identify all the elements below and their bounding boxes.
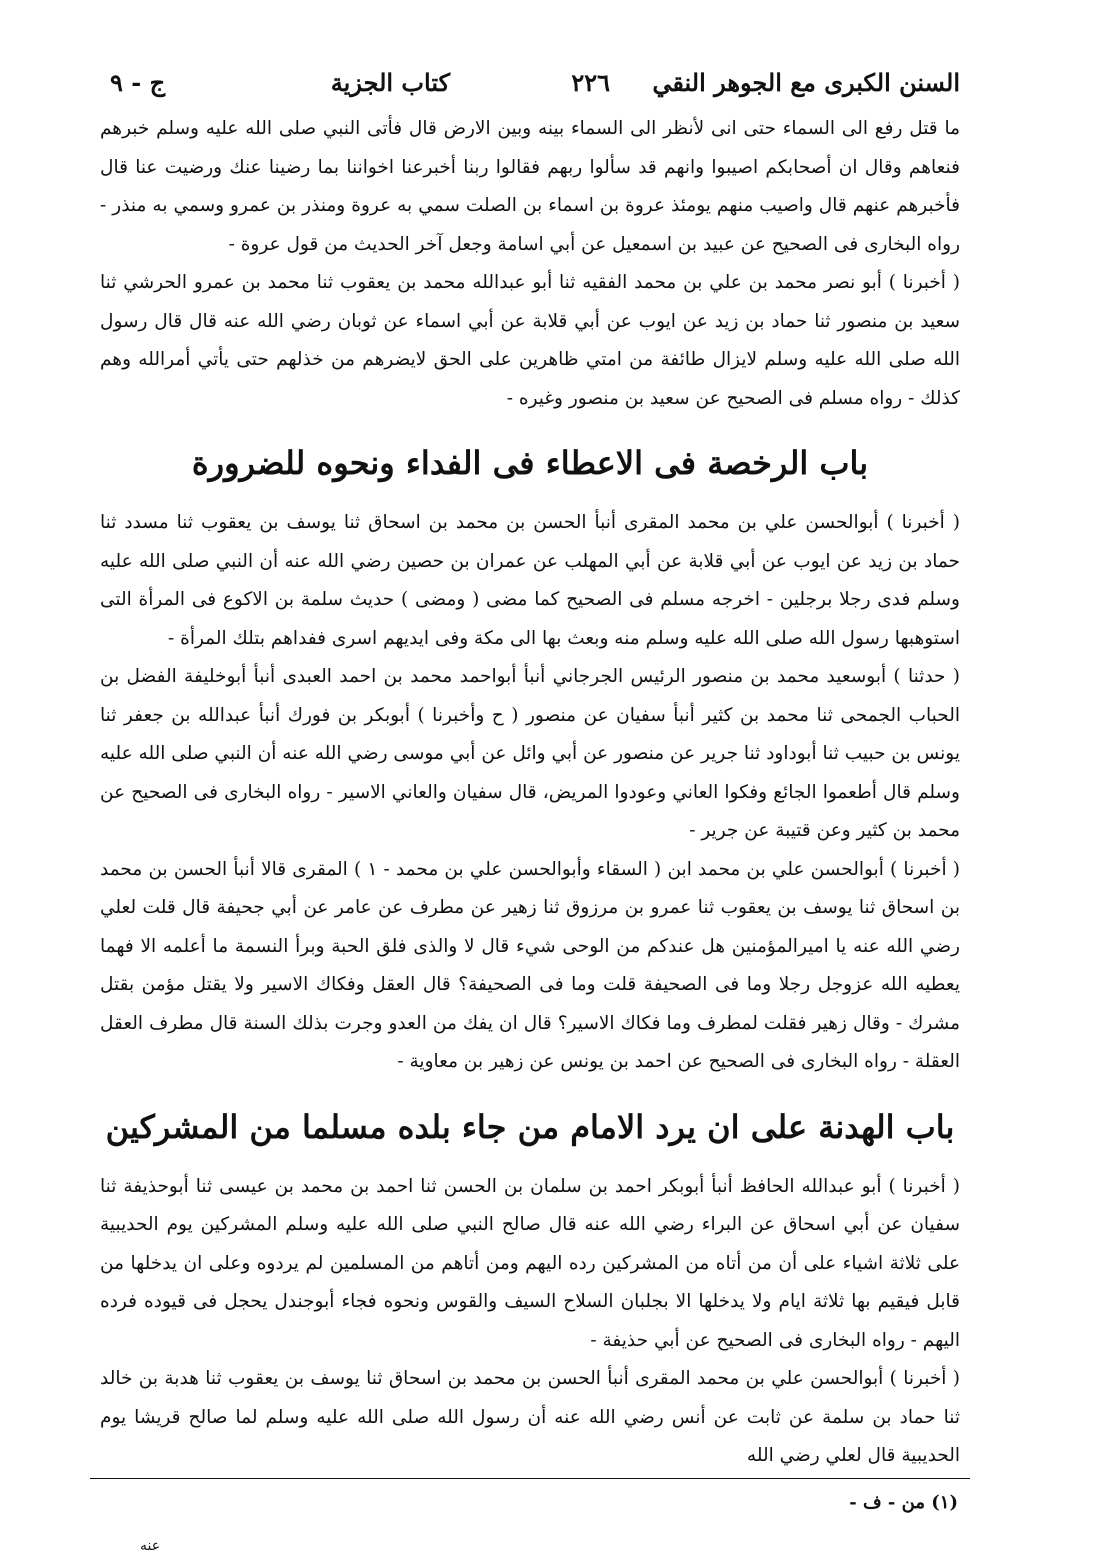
book-title: السنن الكبرى مع الجوهر النقي [652, 68, 960, 97]
paragraph: ( أخبرنا ) أبوالحسن علي بن محمد المقرى أنبأ الحسن بن محمد بن اسحاق ثنا يوسف بن يعقوب ثنا هدبة بن خالد ثنا حماد بن سلمة عن ثابت عن أنس رضي الله عنه أن رسول الله صلى الله عليه وسلم لما صالح قريشا يوم الحديبية قال لعلي رضي الله [100, 1368, 961, 1466]
catchword: عنه [140, 1538, 161, 1554]
footnote: (١) من - ف - [849, 1492, 958, 1513]
paragraph: ( أخبرنا ) أبوالحسن علي بن محمد المقرى أنبأ الحسن بن محمد بن اسحاق ثنا يوسف بن يعقوب ثنا مسدد ثنا حماد بن زيد عن ايوب عن أبي قلابة عن أبي المهلب عن عمران بن حصين رضي الله عنه أن النبي صلى الله عليه وسلم فدى رجلا برجلين - اخرجه مسلم فى الصحيح كما مضى ( ومضى ) حديث سلمة بن الاكوع فى المرأة التى استوهبها رسول الله صلى الله عليه وسلم منه وبعث بها الى مكة وفى ايديهم اسرى ففداهم بتلك المرأة - [100, 512, 960, 649]
paragraph: ( أخبرنا ) أبوالحسن علي بن محمد ابن ( السقاء وأبوالحسن علي بن محمد - ١ ) المقرى قالا أنبأ الحسن بن محمد بن اسحاق ثنا يوسف بن يعقوب ثنا عمرو بن مرزوق ثنا زهير عن مطرف عن عامر عن أبي جحيفة قال قلت لعلي رضي الله عنه يا اميرالمؤمنين هل عندكم من الوحى شيء قال لا والذى فلق الحبة وبرأ النسمة ما أعلمه الا فهما يعطيه الله عزوجل رجلا وما فى الصحيفة قلت وما فى الصحيفة؟ قال العقل وفكاك الاسير ولا يقتل مؤمن بقتل مشرك - وقال زهير فقلت لمطرف وما فكاك الاسير؟ قال ان يفك من العدو وجرت بذلك السنة قال مطرف العقل العقلة - رواه البخارى فى الصحيح عن احمد بن يونس عن زهير بن معاوية - [100, 858, 960, 1072]
paragraph: ما قتل رفع الى السماء حتى انى لأنظر الى السماء بينه وبين الارض قال فأتى النبي صلى الله عليه وسلم خبرهم فنعاهم وقال ان أصحابكم اصيبوا وانهم قد سألوا ربهم فقالوا ربنا أخبرعنا اخواننا بما رضينا عنك ورضيت عنا قال فأخبرهم عنهم قال واصيب منهم يومئذ عروة بن اسماء بن الصلت سمي به عروة ومنذر بن عمرو وسمي به منذر - رواه البخارى فى الصحيح عن عبيد بن اسمعيل عن أبي اسامة وجعل آخر الحديث من قول عروة - [100, 118, 960, 255]
paragraph: ( أخبرنا ) أبو نصر محمد بن علي بن محمد الفقيه ثنا أبو عبدالله محمد بن يعقوب ثنا محمد بن عمرو الحرشي ثنا سعيد بن منصور ثنا حماد بن زيد عن ايوب عن أبي قلابة عن أبي اسماء عن ثوبان رضي الله عنه قال قال رسول الله صلى الله عليه وسلم لايزال طائفة من امتي ظاهرين على الحق لايضرهم من خذلهم حتى يأتي أمرالله وهم كذلك - رواه مسلم فى الصحيح عن سعيد بن منصور وغيره - [100, 272, 960, 409]
main-text [90, 110, 970, 418]
main-text [90, 1168, 970, 1476]
volume-number: ج - ٩ [110, 68, 166, 97]
section-heading: باب الهدنة على ان يرد الامام من جاء بلده مسلما من المشركين [105, 1107, 955, 1146]
paragraph: ( أخبرنا ) أبو عبدالله الحافظ أنبأ أبوبكر احمد بن سلمان بن الحسن ثنا احمد بن محمد بن عيسى ثنا أبوحذيفة ثنا سفيان عن أبي اسحاق عن البراء رضي الله عنه قال صالح النبي صلى الله عليه وسلم المشركين يوم الحديبية على ثلاثة اشياء على أن من أتاه من المشركين رده اليهم ومن أتاهم من المسلمين لم يردوه وعلى ان يدخلها من قابل فيقيم بها ثلاثة ايام ولا يدخلها الا بجلبان السلاح السيف والقوس ونحوه فجاء أبوجندل يحجل فى قيوده فرده اليهم - رواه البخارى فى الصحيح عن أبي حذيفة - [100, 1175, 960, 1351]
book-page [90, 60, 970, 1554]
footnote-divider [90, 1478, 970, 1479]
paragraph: ( حدثنا ) أبوسعيد محمد بن منصور الرئيس الجرجاني أنبأ أبواحمد محمد بن احمد العبدى أنبأ أبوخليفة الفضل بن الحباب الجمحى ثنا محمد بن كثير أنبأ سفيان عن منصور ( ح وأخبرنا ) أبوبكر بن فورك أنبأ عبدالله بن جعفر ثنا يونس بن حبيب ثنا أبوداود ثنا جرير عن منصور عن أبي وائل عن أبي موسى رضي الله عنه أن النبي صلى الله عليه وسلم قال أطعموا الجائع وفكوا العاني وعودوا المريض، قال سفيان والعاني الاسير - رواه البخارى فى الصحيح عن محمد بن كثير وعن قتيبة عن جرير - [100, 666, 960, 841]
running-head [90, 60, 970, 110]
section-heading: باب الرخصة فى الاعطاء فى الفداء ونحوه للضرورة [191, 444, 869, 482]
page-number: ٢٢٦ [571, 68, 610, 97]
main-text [90, 504, 970, 1082]
chapter-title: كتاب الجزية [330, 68, 450, 97]
